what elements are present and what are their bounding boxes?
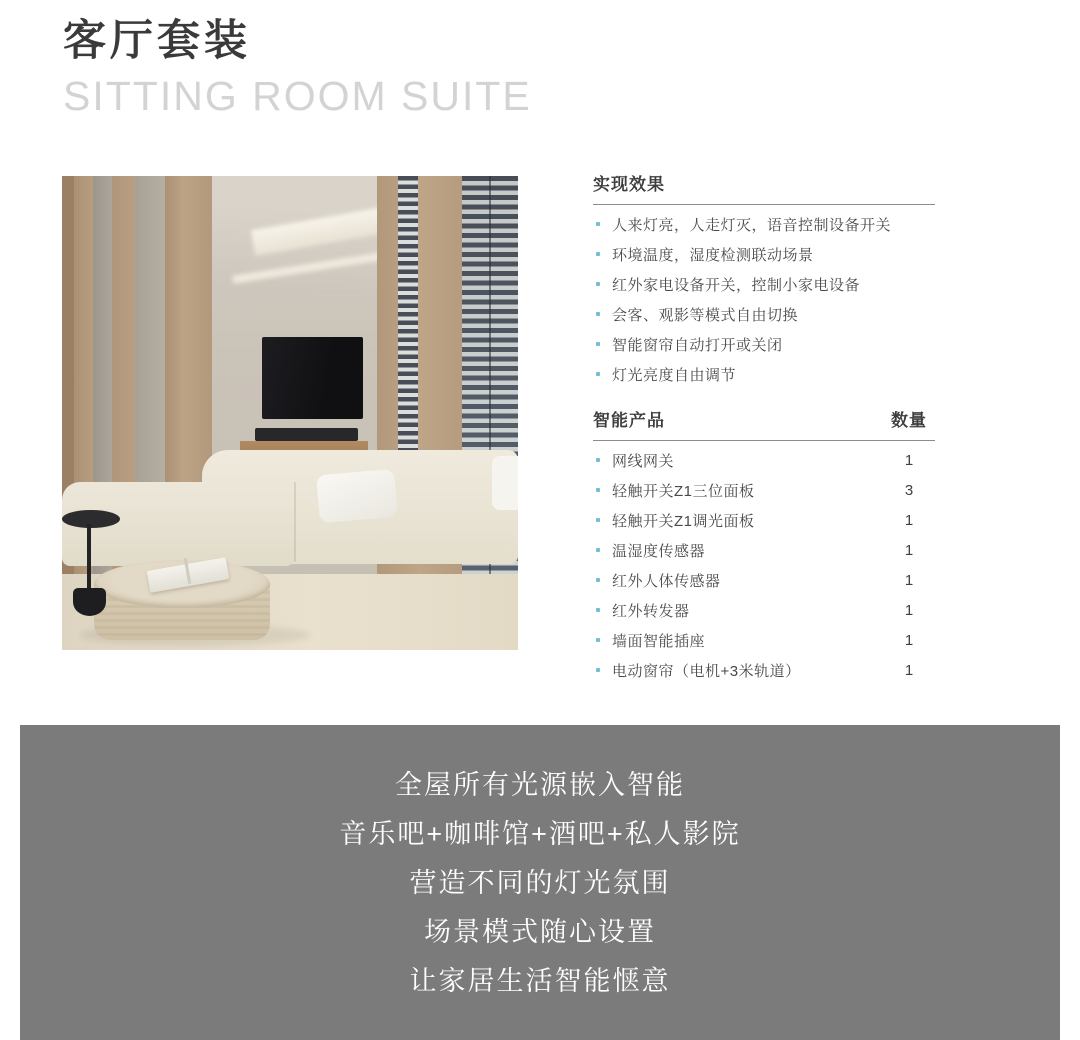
page-subtitle: SITTING ROOM SUITE [63,73,532,120]
products-header-row [593,406,935,441]
photo-soundbar [255,428,358,441]
product-name: 红外转发器 [612,602,690,620]
effects-heading: 实现效果 [593,170,935,205]
product-qty: 1 [904,661,914,679]
spec-panel [593,170,935,685]
effect-text: 智能窗帘自动打开或关闭 [612,336,783,354]
effect-text: 环境温度，湿度检测联动场景 [612,246,814,264]
effect-item [593,329,935,359]
product-row [593,565,935,595]
photo-side-table-stem [87,524,91,592]
photo-pillow [492,456,518,510]
banner-line: 让家居生活智能惬意 [409,966,671,996]
effect-text: 会客、观影等模式自由切换 [612,306,799,324]
product-qty: 1 [904,451,914,469]
banner-line: 音乐吧+咖啡馆+酒吧+私人影院 [339,819,741,849]
product-row [593,445,935,475]
product-name: 电动窗帘（电机+3米轨道） [612,662,801,680]
banner-line: 营造不同的灯光氛围 [409,868,671,898]
bullet-dot-icon [596,252,600,256]
product-qty: 1 [904,571,914,589]
bullet-dot-icon [596,638,600,642]
product-name: 温湿度传感器 [612,542,706,560]
photo-pillow [316,469,398,524]
product-qty: 1 [904,601,914,619]
effect-item [593,239,935,269]
effect-item [593,269,935,299]
bullet-dot-icon [596,668,600,672]
product-row [593,655,935,685]
product-qty: 1 [904,541,914,559]
effect-item [593,359,935,389]
bullet-dot-icon [596,312,600,316]
promo-banner [20,725,1060,1040]
qty-column-header: 数量 [891,411,927,430]
bullet-dot-icon [596,548,600,552]
product-row [593,475,935,505]
effect-item [593,299,935,329]
product-qty: 1 [904,511,914,529]
product-qty: 1 [904,631,914,649]
sitting-room-photo [62,176,518,650]
photo-sofa-seam [294,482,296,562]
product-name: 网线网关 [612,452,675,470]
page-title: 客厅套装 [63,17,251,65]
bullet-dot-icon [596,342,600,346]
photo-side-table-base [73,588,106,616]
photo-side-table-top [62,510,120,528]
product-name: 红外人体传感器 [612,572,721,590]
effect-text: 人来灯亮，人走灯灭，语音控制设备开关 [612,216,892,234]
product-name: 墙面智能插座 [612,632,706,650]
product-name: 轻触开关Z1三位面板 [612,482,755,500]
product-name: 轻触开关Z1调光面板 [612,512,755,530]
banner-line: 全屋所有光源嵌入智能 [395,770,685,800]
page-header [63,18,532,120]
bullet-dot-icon [596,608,600,612]
product-qty: 3 [904,481,914,499]
bullet-dot-icon [596,282,600,286]
effect-text: 红外家电设备开关，控制小家电设备 [612,276,861,294]
products-heading: 智能产品 [593,411,665,430]
effects-list [593,209,935,389]
bullet-dot-icon [596,458,600,462]
products-list [593,445,935,685]
photo-tv [262,337,363,419]
bullet-dot-icon [596,578,600,582]
bullet-dot-icon [596,488,600,492]
banner-line: 场景模式随心设置 [424,917,656,947]
bullet-dot-icon [596,372,600,376]
product-row [593,505,935,535]
effect-text: 灯光亮度自由调节 [612,366,737,384]
bullet-dot-icon [596,222,600,226]
bullet-dot-icon [596,518,600,522]
product-row [593,595,935,625]
product-row [593,535,935,565]
effect-item [593,209,935,239]
product-row [593,625,935,655]
